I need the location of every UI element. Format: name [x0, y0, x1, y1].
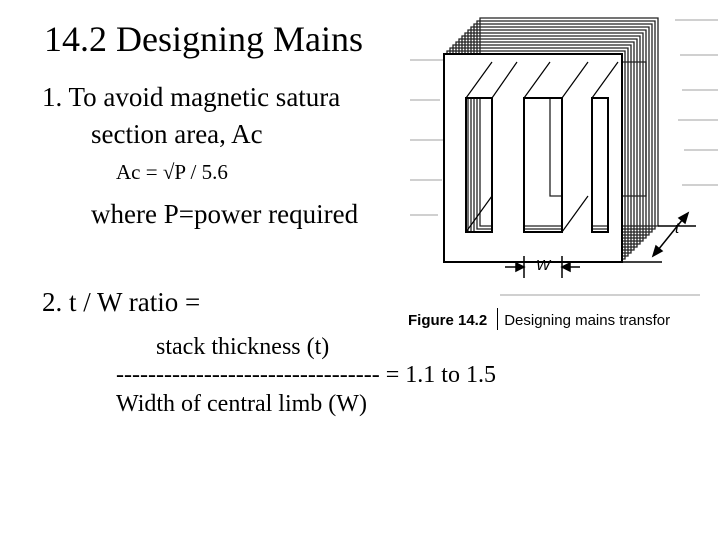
caption-text: Designing mains transfor: [504, 312, 671, 329]
ratio-fraction-line: --------------------------------- = 1.1 to 1.5: [116, 362, 496, 388]
slide-title: 14.2 Designing Mains: [44, 19, 363, 59]
figure-label-w: W: [536, 257, 551, 274]
figure-caption: [408, 308, 670, 330]
transformer-core-drawing: [400, 0, 720, 340]
area-formula: Ac = √P / 5.6: [116, 160, 228, 184]
list-item-2: 2. t / W ratio =: [42, 287, 201, 317]
list-item-1-line-2: section area, Ac: [91, 119, 263, 149]
caption-number: Figure 14.2: [408, 312, 488, 329]
transformer-core-figure: [400, 0, 720, 340]
ratio-numerator: stack thickness (t): [156, 334, 330, 360]
formula-definition: where P=power required: [91, 199, 359, 229]
figure-label-t: t: [675, 220, 680, 237]
ratio-denominator: Width of central limb (W): [116, 391, 367, 417]
caption-separator: [497, 308, 498, 330]
list-item-1-line-1: 1. To avoid magnetic satura: [42, 82, 341, 112]
